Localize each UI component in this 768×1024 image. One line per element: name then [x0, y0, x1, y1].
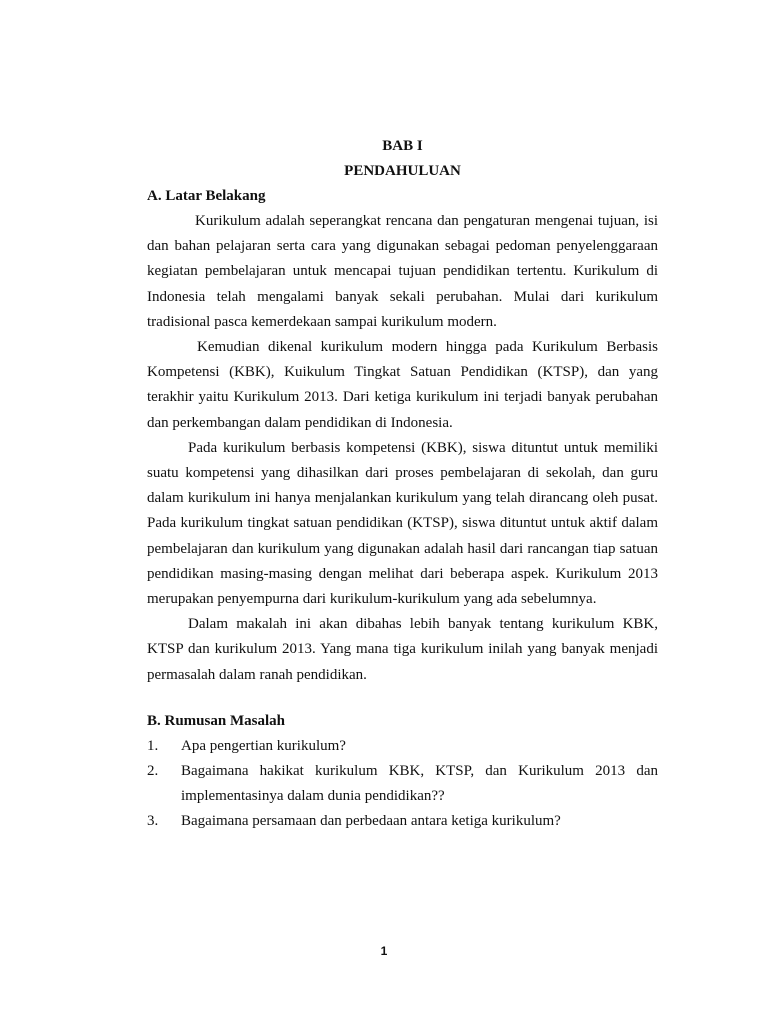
paragraph-1: Kurikulum adalah seperangkat rencana dan pengaturan mengenai tujuan, isi dan bahan pelajaran serta cara yang digunakan sebagai pedoman penyelenggaraan kegiatan pembelajaran untuk mencapai tujuan pendidikan tertentu. Kurikulum di Indonesia telah mengalami banyak sekali perubahan. Mulai dari kurikulum tradisional pasca kemerdekaan sampai kurikulum modern. [147, 213, 658, 330]
list-item [147, 734, 658, 759]
page-number: 1 [380, 944, 388, 958]
chapter-title: PENDAHULUAN [344, 163, 461, 179]
list-item-text: Bagaimana persamaan dan perbedaan antara ketiga kurikulum? [181, 813, 561, 830]
page-content [147, 134, 658, 835]
chapter-number: BAB I [382, 138, 423, 154]
list-item-number: 3. [147, 813, 159, 830]
list-item-text: Bagaimana hakikat kurikulum KBK, KTSP, dan Kurikulum 2013 dan implementasinya dalam dunia pendidikan?? [181, 763, 658, 805]
paragraph-2: Kemudian dikenal kurikulum modern hingga pada Kurikulum Berbasis Kompetensi (KBK), Kuikulum Tingkat Satuan Pendidikan (KTSP), dan yang terakhir yaitu Kurikulum 2013. Dari ketiga kurikulum ini terjadi banyak perubahan dan perkembangan dalam pendidikan di Indonesia. [147, 339, 658, 431]
paragraph-4: Dalam makalah ini akan dibahas lebih banyak tentang kurikulum KBK, KTSP dan kurikulum 2013. Yang mana tiga kurikulum inilah yang banyak menjadi permasalah dalam ranah pendidikan. [147, 616, 658, 683]
section-a-heading: A. Latar Belakang [147, 188, 266, 204]
section-spacer [147, 688, 658, 709]
list-item [147, 809, 658, 834]
list-item-text: Apa pengertian kurikulum? [181, 737, 346, 754]
paragraph-3: Pada kurikulum berbasis kompetensi (KBK), siswa dituntut untuk memiliki suatu kompetensi yang dihasilkan dari proses pembelajaran di sekolah, dan guru dalam kurikulum ini hanya menjalankan kurikulum yang telah dirancang oleh pusat. Pada kurikulum tingkat satuan pendidikan (KTSP), siswa dituntut untuk aktif dalam pembelajaran dan kurikulum yang digunakan adalah hasil dari rancangan tiap satuan pendidikan masing-masing dengan melihat dari beberapa aspek. Kurikulum 2013 merupakan penyempurna dari kurikulum-kurikulum yang ada sebelumnya. [147, 439, 658, 608]
list-item [147, 759, 658, 809]
list-item-number: 1. [147, 737, 159, 754]
problem-list [147, 734, 658, 835]
section-b-heading: B. Rumusan Masalah [147, 712, 285, 729]
list-item-number: 2. [147, 763, 159, 780]
